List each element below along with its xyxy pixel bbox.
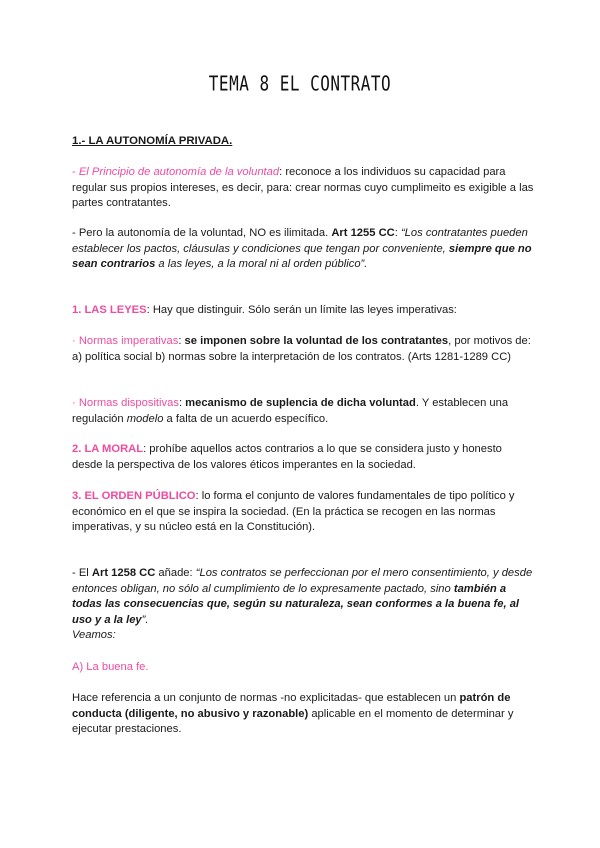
bold-text: patrón de conducta (diligente, no abusivo y razonable): [72, 692, 511, 720]
term-normas-dispositivas: · Normas dispositivas: [72, 397, 179, 409]
heading-orden-publico: 3. EL ORDEN PÚBLICO: [72, 490, 196, 502]
quote-bold: siempre que no sean contrarios: [72, 242, 532, 270]
article-reference: Art 1258 CC: [91, 567, 156, 579]
paragraph-art-1258: [72, 566, 534, 644]
paragraph-normas-imperativas: [72, 334, 534, 365]
veamos-text: Veamos:: [72, 629, 116, 641]
paragraph-text: añade:: [155, 567, 196, 579]
paragraph-la-moral: [72, 442, 534, 473]
bold-text: mecanismo de suplencia de dicha voluntad: [185, 397, 416, 409]
paragraph-principio-autonomia: [72, 165, 534, 212]
paragraph-text: . Y establecen una regulación: [72, 397, 509, 425]
page-title: TEMA 8 EL CONTRATO: [208, 71, 392, 96]
paragraph-text: : prohíbe aquellos actos contrarios a lo que se considera justo y honesto desde la perspectiva de los valores éticos imperantes en la sociedad.: [72, 443, 502, 471]
colon: :: [178, 397, 186, 409]
term-principio-autonomia: El Principio de autonomía de la voluntad: [78, 166, 280, 178]
paragraph-art-1255: [72, 226, 534, 273]
section-heading-autonomia: 1.- LA AUTONOMÍA PRIVADA.: [72, 135, 233, 147]
paragraph-text: : lo forma el conjunto de valores fundamentales de tipo político y económico en el que se inspira la sociedad. (En la práctica se recogen en las normas imperativas, y su núcleo está en la Constitución).: [72, 490, 515, 533]
paragraph-text-end: a falta de un acuerdo específico.: [163, 412, 329, 425]
term-normas-imperativas: · Normas imperativas: [72, 335, 179, 347]
italic-word: modelo: [126, 412, 164, 425]
paragraph-text: , por motivos de: a) política social b) normas sobre la interpretación de los contratos. (Arts 1281-1289 CC): [72, 335, 531, 363]
paragraph-normas-dispositivas: [72, 396, 534, 427]
paragraph-buena-fe: [72, 691, 534, 738]
paragraph-lead: - El: [72, 567, 92, 579]
article-reference: Art 1255 CC: [331, 227, 395, 239]
paragraph-lead: - Pero la autonomía de la voluntad, NO es ilimitada.: [72, 227, 332, 239]
quote-text-end: a las leyes, a la moral ni al orden público”.: [155, 258, 368, 270]
paragraph-text: : reconoce a los individuos su capacidad para regular sus propios intereses, es decir, para: crear normas cuyo cumplimeito es exigible a las partes contratantes.: [72, 166, 534, 209]
colon: :: [394, 227, 401, 239]
paragraph-text-end: aplicable en el momento de determinar y ejecutar prestaciones.: [72, 707, 514, 735]
quote-bold: también a todas las consecuencias que, según su naturaleza, sean conformes a la buena fe, al uso y a la ley: [72, 582, 520, 626]
paragraph-las-leyes: [72, 303, 534, 319]
colon: :: [178, 335, 185, 347]
paragraph-text: Hace referencia a un conjunto de normas -no explicitadas- que establecen un: [72, 692, 460, 704]
quote-text: “Los contratos se perfeccionan por el mero consentimiento, y desde entonces obligan, no sólo al cumplimiento de lo expresamente pactado, sino: [72, 567, 533, 595]
paragraph-text: : Hay que distinguir. Sólo serán un límite las leyes imperativas:: [146, 304, 457, 316]
heading-la-moral: 2. LA MORAL: [72, 443, 144, 455]
quote-text-end: ”.: [141, 613, 149, 626]
heading-buena-fe: A) La buena fe.: [72, 661, 149, 673]
paragraph-orden-publico: [72, 489, 534, 536]
dash: -: [72, 166, 79, 178]
heading-las-leyes: 1. LAS LEYES: [72, 304, 147, 316]
quote-text: “Los contratantes pueden establecer los pactos, cláusulas y condiciones que tengan por conveniente,: [72, 227, 528, 255]
bold-text: se imponen sobre la voluntad de los contratantes: [184, 335, 449, 347]
